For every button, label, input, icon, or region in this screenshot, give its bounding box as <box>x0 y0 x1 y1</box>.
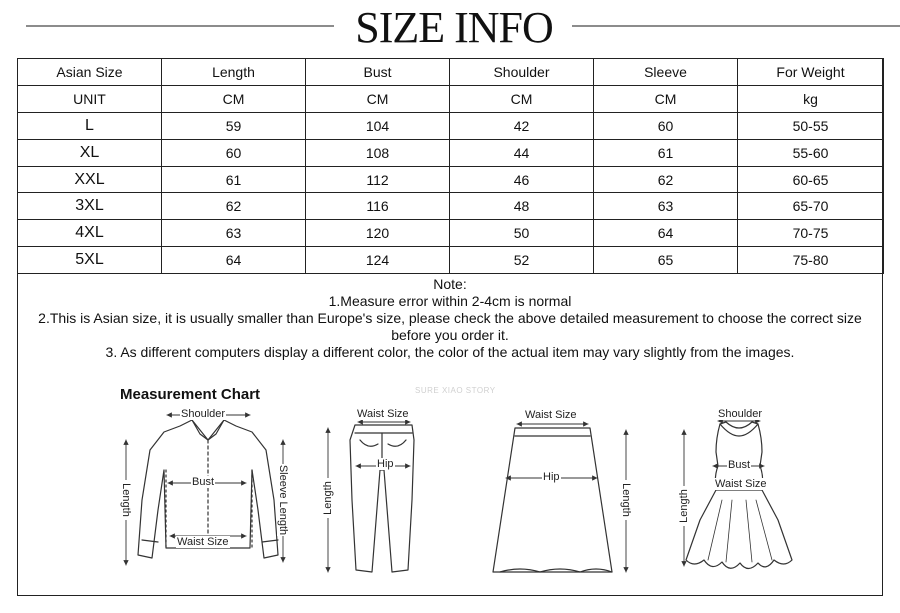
table-cell: 108 <box>306 139 450 166</box>
table-cell: 65 <box>594 247 738 274</box>
table-cell: 61 <box>162 166 306 193</box>
skirt-hip-label: Hip <box>543 471 560 483</box>
table-cell: 61 <box>594 139 738 166</box>
table-cell: 62 <box>162 193 306 220</box>
table-cell: 75-80 <box>738 247 884 274</box>
dress-measure-lines <box>684 421 764 566</box>
pants-hip-label: Hip <box>377 458 394 470</box>
table-cell: Length <box>162 59 306 86</box>
pants-measure-lines <box>328 422 410 572</box>
table-cell: 50 <box>450 220 594 247</box>
table-cell: 124 <box>306 247 450 274</box>
dress-length-label: Length <box>678 486 690 526</box>
table-cell: CM <box>594 85 738 112</box>
table-cell: Bust <box>306 59 450 86</box>
dress-bust-label: Bust <box>728 459 751 471</box>
dress-waist-label: Waist Size <box>715 478 767 490</box>
table-cell: 60-65 <box>738 166 884 193</box>
skirt-length-label: Length <box>620 480 632 520</box>
pants-length-label: Length <box>322 478 334 518</box>
table-cell: 64 <box>162 247 306 274</box>
table-cell: 112 <box>306 166 450 193</box>
page-title: SIZE INFO <box>355 3 553 52</box>
table-cell: 59 <box>162 112 306 139</box>
pants-waist-label: Waist Size <box>357 408 409 420</box>
shirt-bust-label: Bust <box>192 476 215 488</box>
table-cell: 64 <box>594 220 738 247</box>
shirt-sleeve-label: Sleeve Length <box>277 464 289 536</box>
table-cell: kg <box>738 85 884 112</box>
table-cell: 48 <box>450 193 594 220</box>
table-cell: 63 <box>162 220 306 247</box>
note-item-1: 1.Measure error within 2-4cm is normal <box>328 293 572 309</box>
table-cell: 42 <box>450 112 594 139</box>
note-heading: Note: <box>433 276 467 292</box>
table-cell: 3XL <box>18 193 162 220</box>
shirt-waist-label: Waist Size <box>177 536 229 548</box>
table-cell: 52 <box>450 247 594 274</box>
table-cell: 46 <box>450 166 594 193</box>
table-cell: 55-60 <box>738 139 884 166</box>
table-cell: CM <box>450 85 594 112</box>
table-cell: 120 <box>306 220 450 247</box>
table-cell: XL <box>18 139 162 166</box>
table-cell: 60 <box>162 139 306 166</box>
table-cell: 65-70 <box>738 193 884 220</box>
skirt-waist-label: Waist Size <box>525 409 577 421</box>
table-cell: Asian Size <box>18 59 162 86</box>
note-item-3: 3. As different computers display a different color, the color of the actual item may vary slightly from the images. <box>105 344 795 360</box>
dress-illustration <box>686 422 792 569</box>
shirt-shoulder-label: Shoulder <box>181 408 226 420</box>
table-cell: For Weight <box>738 59 884 86</box>
skirt-illustration <box>493 428 612 572</box>
table-cell: 4XL <box>18 220 162 247</box>
measurement-chart-title: Measurement Chart <box>120 386 261 403</box>
table-cell: 60 <box>594 112 738 139</box>
table-cell: 62 <box>594 166 738 193</box>
table-cell: L <box>18 112 162 139</box>
table-cell: UNIT <box>18 85 162 112</box>
table-cell: 5XL <box>18 247 162 274</box>
table-cell: CM <box>162 85 306 112</box>
table-cell: 70-75 <box>738 220 884 247</box>
table-cell: 104 <box>306 112 450 139</box>
dress-shoulder-label: Shoulder <box>718 408 763 420</box>
note-item-2: 2.This is Asian size, it is usually smaller than Europe's size, please check the above detailed measurement to choose the correct size before you order it. <box>38 310 862 343</box>
table-cell: XXL <box>18 166 162 193</box>
table-cell: 44 <box>450 139 594 166</box>
table-cell: 63 <box>594 193 738 220</box>
shirt-length-label: Length <box>120 480 132 520</box>
watermark: SURE XIAO STORY <box>415 386 496 395</box>
table-cell: CM <box>306 85 450 112</box>
skirt-measure-lines <box>506 424 626 572</box>
table-cell: 116 <box>306 193 450 220</box>
table-cell: Shoulder <box>450 59 594 86</box>
table-cell: 50-55 <box>738 112 884 139</box>
pants-illustration <box>350 425 414 572</box>
table-cell: Sleeve <box>594 59 738 86</box>
